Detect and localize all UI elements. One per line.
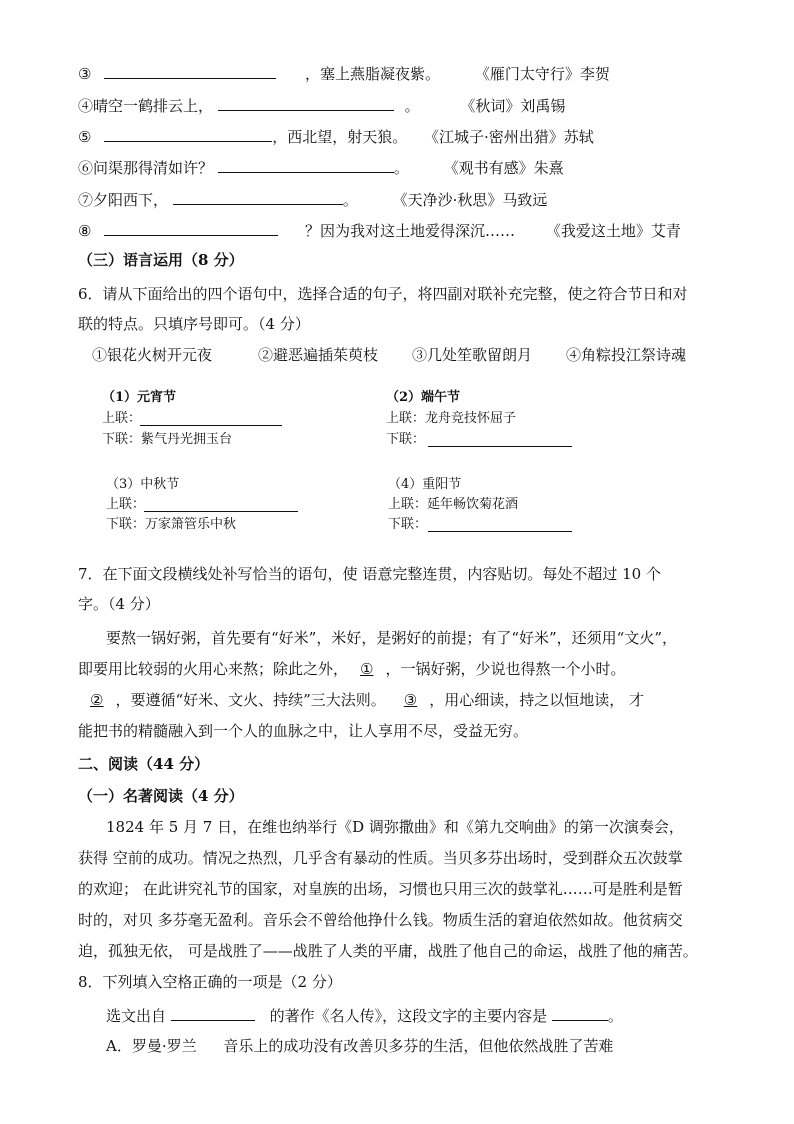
poem-line-8 — [78, 219, 681, 241]
poem-line-6 — [78, 156, 564, 178]
passage-line-4: 时的，对贝 多芬毫无盈利。音乐会不曾给他挣什么钱。物质生活的窘迫依然如故。他贫病交 — [78, 911, 683, 929]
couplet-2-upper — [386, 410, 516, 428]
q6-text-line2: 联的特点。只填序号即可。（4 分） — [78, 315, 310, 333]
poem-source: 《我爱这土地》艾青 — [545, 222, 681, 240]
answer-blank[interactable] — [218, 94, 394, 111]
couplet-4-title: （4）重阳节 — [388, 477, 462, 492]
poem-number: ⑦ — [78, 191, 94, 209]
fill-text: 的著作《名人传》，这段文字的主要内容是 — [269, 1007, 548, 1025]
answer-blank[interactable] — [173, 188, 343, 205]
q6-option-3: ③几处笙歌留朗月 — [412, 346, 533, 364]
poem-number: ③ — [78, 65, 92, 83]
couplet-3-upper — [106, 496, 145, 514]
paragraph-text: ，要遵循“好米、文火、持续”三大法则。 — [115, 691, 386, 709]
couplet-1-upper — [102, 410, 141, 428]
poem-number: ④ — [78, 97, 94, 115]
fill-blank-2[interactable]: ② — [90, 691, 104, 709]
couplet-4-lower — [388, 516, 427, 534]
lower-label: 下联： — [102, 432, 142, 447]
answer-blank[interactable] — [104, 219, 278, 236]
couplet-3-title: （3）中秋节 — [106, 477, 180, 492]
option-text: 音乐上的成功没有改善贝多芬的生活，但他依然战胜了苦难 — [223, 1037, 614, 1055]
section-heading-reading: 二、阅读（44 分） — [78, 755, 210, 773]
q7-paragraph-line1: 要熬一锅好粥，首先要有“好米”，米好，是粥好的前提；有了“好米”，还须用“文火”， — [106, 629, 678, 647]
q7-text-line1: 7．在下面文段横线处补写恰当的语句，使 语意完整连贯，内容贴切。每处不超过 10 个 — [78, 565, 661, 583]
option-label: A．罗曼·罗兰 — [106, 1037, 197, 1055]
q8-option-a — [106, 1036, 613, 1056]
lower-label: 下联： — [388, 517, 428, 532]
answer-blank[interactable] — [104, 62, 276, 79]
q7-paragraph-line4: 能把书的精髓融入到一个人的血脉之中，让人享用不尽，受益无穷。 — [78, 722, 529, 740]
q6-option-1: ①银花火树开元夜 — [92, 346, 213, 364]
couplet-4-upper — [388, 496, 518, 514]
poem-source: 《秋词》刘禹锡 — [460, 97, 566, 115]
answer-blank[interactable] — [218, 156, 394, 173]
paragraph-text: ，用心细读，持之以恒地读， 才 — [429, 691, 645, 709]
poem-line-4 — [78, 94, 565, 116]
q8-fill-sentence — [106, 1004, 623, 1026]
couplet-3-lower — [106, 516, 236, 534]
poem-number: ⑧ — [78, 222, 92, 240]
poem-text: ？因为我对这土地爱得深沉…… — [305, 222, 516, 240]
section-heading-classic: （一）名著阅读（4 分） — [78, 787, 244, 805]
upper-text: 龙舟竞技怀屈子 — [425, 411, 517, 426]
poem-text: 夕阳西下， — [93, 191, 169, 209]
paragraph-text: 即要用比较弱的火用心来熬；除此之外， — [78, 660, 349, 678]
upper-label: 上联： — [106, 497, 146, 512]
couplet-1-lower — [102, 431, 232, 449]
poem-text: 问渠那得清如许？ — [93, 159, 214, 177]
poem-line-5 — [78, 125, 594, 147]
couplet-1-title: （1）元宵节 — [102, 390, 177, 405]
poem-text: ，西北望，射天狼。 — [272, 128, 408, 146]
lower-label: 下联： — [106, 517, 146, 532]
passage-line-5: 迫，孤独无依， 可是战胜了——战胜了人类的平庸，战胜了他自己的命运，战胜了他的痛苦。 — [78, 942, 698, 960]
q7-paragraph-line2 — [78, 659, 625, 679]
answer-blank[interactable] — [104, 125, 272, 142]
poem-text: ，塞上燕脂凝夜紫。 — [305, 65, 441, 83]
poem-source: 《雁门太守行》李贺 — [474, 65, 610, 83]
upper-label: 上联： — [386, 411, 426, 426]
passage-line-3: 的欢迎； 在此讲究礼节的国家，对皇族的出场，习惯也只用三次的鼓掌礼……可是胜利是暂 — [78, 880, 683, 898]
fill-text: 。 — [607, 1007, 623, 1025]
couplet-4-lower-blank[interactable] — [428, 531, 572, 532]
poem-number: ⑥ — [78, 159, 94, 177]
couplet-3-upper-blank[interactable] — [144, 511, 298, 512]
q6-text-line1: 6．请从下面给出的四个语句中，选择合适的句子，将四副对联补充完整，使之符合节日和对 — [78, 285, 688, 303]
upper-label: 上联： — [388, 497, 428, 512]
poem-text: 晴空一鹤排云上， — [93, 97, 214, 115]
couplet-2-lower-blank[interactable] — [428, 446, 572, 447]
section-heading-language: （三）语言运用（8 分） — [78, 251, 244, 269]
lower-text: 万家箫管乐中秋 — [145, 517, 237, 532]
poem-source: 《天净沙·秋思》马致远 — [392, 191, 548, 209]
couplet-1-upper-blank[interactable] — [140, 425, 282, 426]
fill-blank-3[interactable]: ③ — [403, 691, 418, 709]
poem-text: 。 — [404, 97, 420, 115]
couplet-2-title: （2）端午节 — [386, 390, 461, 405]
poem-line-7 — [78, 188, 547, 210]
q6-option-2: ②避恶遍插茱萸枝 — [258, 346, 379, 364]
upper-label: 上联： — [102, 411, 142, 426]
author-blank[interactable] — [171, 1004, 255, 1021]
poem-line-3 — [78, 62, 610, 84]
q8-question: 8．下列填入空格正确的一项是（2 分） — [78, 973, 342, 991]
content-blank[interactable] — [552, 1004, 608, 1021]
passage-line-2: 获得 空前的成功。情况之热烈，几乎含有暴动的性质。当贝多芬出场时，受到群众五次鼓掌 — [78, 849, 683, 867]
upper-text: 延年畅饮菊花酒 — [427, 497, 519, 512]
q6-option-4: ④角粽投江祭诗魂 — [566, 346, 687, 364]
poem-source: 《观书有感》朱熹 — [443, 159, 564, 177]
q7-text-line2: 字。（4 分） — [78, 595, 160, 613]
couplet-2-lower — [386, 431, 425, 449]
fill-blank-1[interactable]: ① — [360, 660, 374, 678]
passage-line-1: 1824 年 5 月 7 日，在维也纳举行《D 调弥撒曲》和《第九交响曲》的第一次演奏会， — [106, 818, 684, 836]
poem-text: 。 — [342, 191, 358, 209]
fill-text: 选文出自 — [106, 1007, 167, 1025]
poem-number: ⑤ — [78, 128, 92, 146]
lower-text: 紫气丹光拥玉台 — [141, 432, 233, 447]
poem-text: 。 — [393, 159, 409, 177]
poem-source: 《江城子·密州出猎》苏轼 — [424, 128, 594, 146]
q7-paragraph-line3 — [78, 690, 644, 710]
lower-label: 下联： — [386, 432, 426, 447]
paragraph-text: ，一锅好粥，少说也得熬一个小时。 — [385, 660, 626, 678]
